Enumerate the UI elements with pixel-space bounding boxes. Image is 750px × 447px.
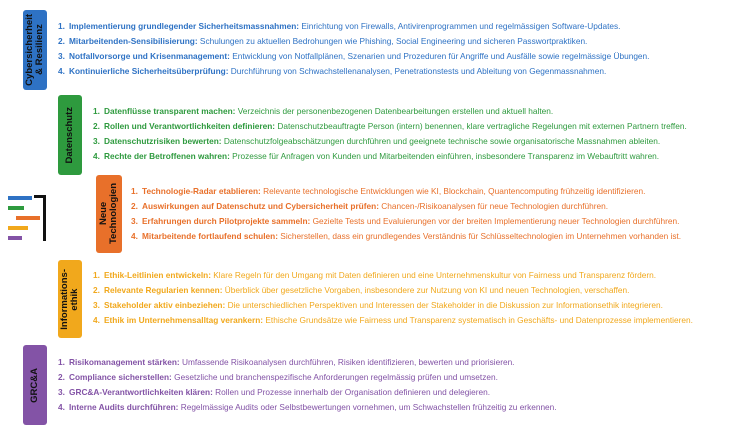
list-item: 3. Stakeholder aktiv einbeziehen: Die unterschiedlichen Perspektiven und Interessen der Stakeholder in die Diskussion zur Informationsethik integrieren. [93,300,663,310]
tab-label: GRC&A [29,367,40,403]
tab-label: Datenschutz [64,106,75,164]
list-item: 1. Risikomanagement stärken: Umfassende Risikoanalysen durchführen, Risiken identifizieren, bewerten und priorisieren. [58,357,515,367]
logo-bar-purple [8,236,22,240]
tab-datenschutz [58,95,82,175]
list-grca [58,355,557,415]
tab-label: Cybersicherheit & Resilienz [24,14,45,86]
logo-bar-orange [16,216,40,220]
list-item: 4. Ethik im Unternehmensalltag verankern: Ethische Grundsätze wie Fairness und Transparenz systematisch in Geschäfts- und Datenprozesse implementieren. [93,315,693,325]
list-item: 1. Technologie-Radar etablieren: Relevante technologische Entwicklungen wie KI, Blockchain, Quantencomputing frühzeitig identifizieren. [131,186,646,196]
tab-neue-technologien [96,175,122,253]
list-item: 1. Datenflüsse transparent machen: Verzeichnis der personenbezogenen Datenbearbeitungen erstellen und aktuell halten. [93,106,554,116]
list-item: 4. Interne Audits durchführen: Regelmässige Audits oder Selbstbewertungen vornehmen, um Schwachstellen frühzeitig zu erkennen. [58,402,557,412]
logo-bar-blue [8,196,32,200]
company-logo-icon [6,192,52,244]
tab-informationsethik [58,260,82,338]
list-item: 3. Erfahrungen durch Pilotprojekte sammeln: Gezielte Tests und Evaluierungen vor der breiten Implementierung neuer Technologien durchführen. [131,216,680,226]
tab-label: Informations- ethik [59,268,80,330]
list-item: 2. Relevante Regularien kennen: Überblick über gesetzliche Vorgaben, insbesondere zur Nutzung von KI und neuen Technologien, verschaffen. [93,285,630,295]
logo-bar-green [8,206,24,210]
tab-grca [23,345,47,425]
list-item: 3. Notfallvorsorge und Krisenmanagement: Entwicklung von Notfallplänen, Szenarien und Prozeduren für Angriffe und Ausfälle sowie regelmässige Übungen. [58,51,650,61]
list-neue-technologien [131,184,681,244]
list-item: 1. Ethik-Leitlinien entwickeln: Klare Regeln für den Umgang mit Daten definieren und eine Unternehmenskultur von Fairness und Transparenz fördern. [93,270,657,280]
list-item: 2. Compliance sicherstellen: Gesetzliche und branchenspezifische Anforderungen regelmässig prüfen und umsetzen. [58,372,498,382]
logo-bar-yellow [8,226,28,230]
list-item: 4. Kontinuierliche Sicherheitsüberprüfung: Durchführung von Schwachstellenanalysen, Penetrationstests und Ableitung von Gegenmassnahmen. [58,66,607,76]
tab-cybersicherheit [23,10,47,90]
list-item: 2. Auswirkungen auf Datenschutz und Cybersicherheit prüfen: Chancen-/Risikoanalysen für neue Technologien durchführen. [131,201,609,211]
tab-label: Neue Technologien [98,183,119,245]
list-item: 4. Mitarbeitende fortlaufend schulen: Sicherstellen, dass ein grundlegendes Verständnis für Schlüsseltechnologien im Unternehmen vorhanden ist. [131,231,682,241]
list-item: 2. Mitarbeitenden-Sensibilisierung: Schulungen zu aktuellen Bedrohungen wie Phishing, Social Engineering und sicheren Passwortpraktiken. [58,36,588,46]
list-item: 1. Implementierung grundlegender Sicherheitsmassnahmen: Einrichtung von Firewalls, Antivirenprogrammen und regelmässigen Software-Updates. [58,21,621,31]
logo-bracket-side [43,195,46,241]
list-item: 3. Datenschutzrisiken bewerten: Datenschutzfolgeabschätzungen durchführen und geeignete technische sowie organisatorische Massnahmen ableiten. [93,136,661,146]
list-cybersicherheit [58,19,649,79]
list-item: 3. GRC&A-Verantwortlichkeiten klären: Rollen und Prozesse innerhalb der Organisation definieren und delegieren. [58,387,491,397]
list-item: 4. Rechte der Betroffenen wahren: Prozesse für Anfragen von Kunden und Mitarbeitenden einführen, insbesondere Transparenz im Webauftritt wahren. [93,151,660,161]
list-informationsethik [93,268,693,328]
list-item: 2. Rollen und Verantwortlichkeiten definieren: Datenschutzbeauftragte Person (intern) benennen, klare vertragliche Regelungen mit externen Partnern treffen. [93,121,687,131]
list-datenschutz [93,104,687,164]
